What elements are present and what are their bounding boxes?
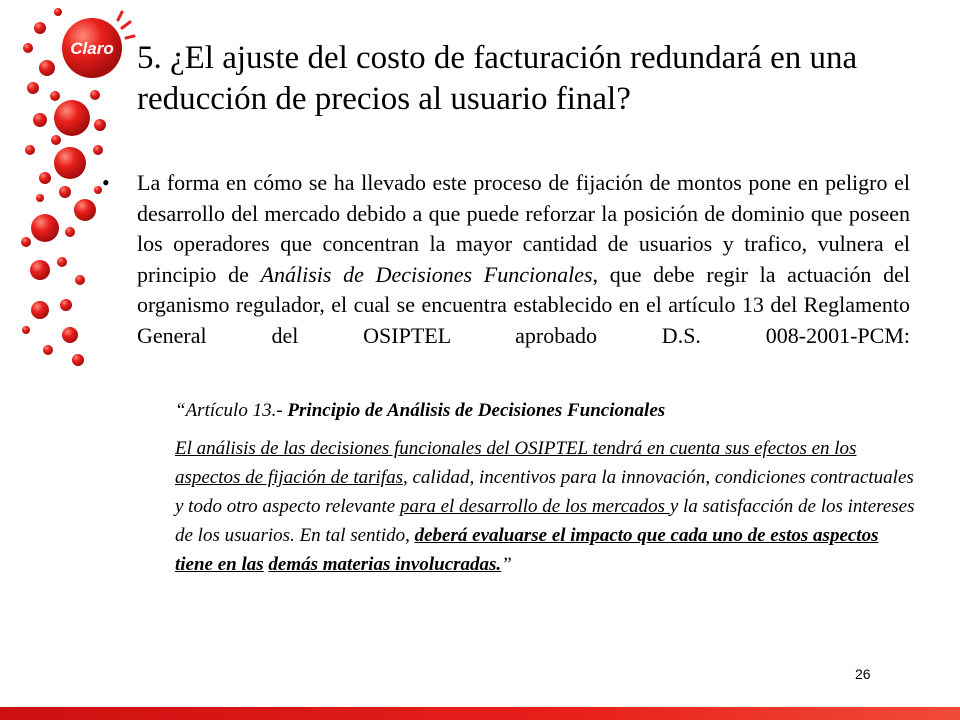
logo-text: Claro xyxy=(70,39,114,58)
quote-heading-prefix: “Artículo 13.- xyxy=(175,400,288,421)
quote-bold-underline-2: demás materias involucradas. xyxy=(268,554,502,575)
quote-text-4: ” xyxy=(501,554,512,575)
quote-heading-bold: Principio de Análisis de Decisiones Funcionales xyxy=(287,400,666,421)
bottom-accent-bar xyxy=(0,707,960,720)
quote-text-2: y la satisfacción de los intereses de los usuarios. En tal sentido, xyxy=(175,496,915,546)
quote-underline-2: para el desarrollo de los mercados xyxy=(399,496,670,517)
quote-body xyxy=(175,434,915,579)
claro-bubbles-icon xyxy=(0,0,140,380)
body-part-1: La forma en cómo se ha llevado este proceso de fijación de montos pone en peligro el desarrollo del mercado debido a que puede reforzar la posición de dominio que poseen los operadores que concentran la mayor cantidad de usuarios y trafico, vulnera el principio de xyxy=(137,170,910,287)
quote-text-1: , calidad, incentivos para la innovación, condiciones contractuales y todo otro aspecto relevante xyxy=(175,467,914,517)
page-number: 26 xyxy=(855,666,871,682)
quote-bold-underline-1: deberá evaluarse el impacto que cada uno de estos aspectos tiene en las xyxy=(175,525,879,575)
slide-title: 5. ¿El ajuste del costo de facturación redundará en una reducción de precios al usuario final? xyxy=(137,40,858,117)
body-emphasis: Análisis de Decisiones Funcionales xyxy=(260,261,593,287)
quote-underline-1: El análisis de las decisiones funcionales del OSIPTEL tendrá en cuenta sus efectos en los aspectos de fijación de tarifas xyxy=(175,438,857,488)
body-part-2: , que debe regir la actuación del organismo regulador, el cual se encuentra establecido en el artículo 13 del Reglamento General del OSIPTEL aprobado D.S. 008-2001-PCM: xyxy=(137,261,910,348)
claro-logo-decoration xyxy=(0,0,140,380)
body-text xyxy=(137,168,910,382)
bullet-marker: • xyxy=(102,170,110,195)
quote-heading xyxy=(175,398,915,424)
